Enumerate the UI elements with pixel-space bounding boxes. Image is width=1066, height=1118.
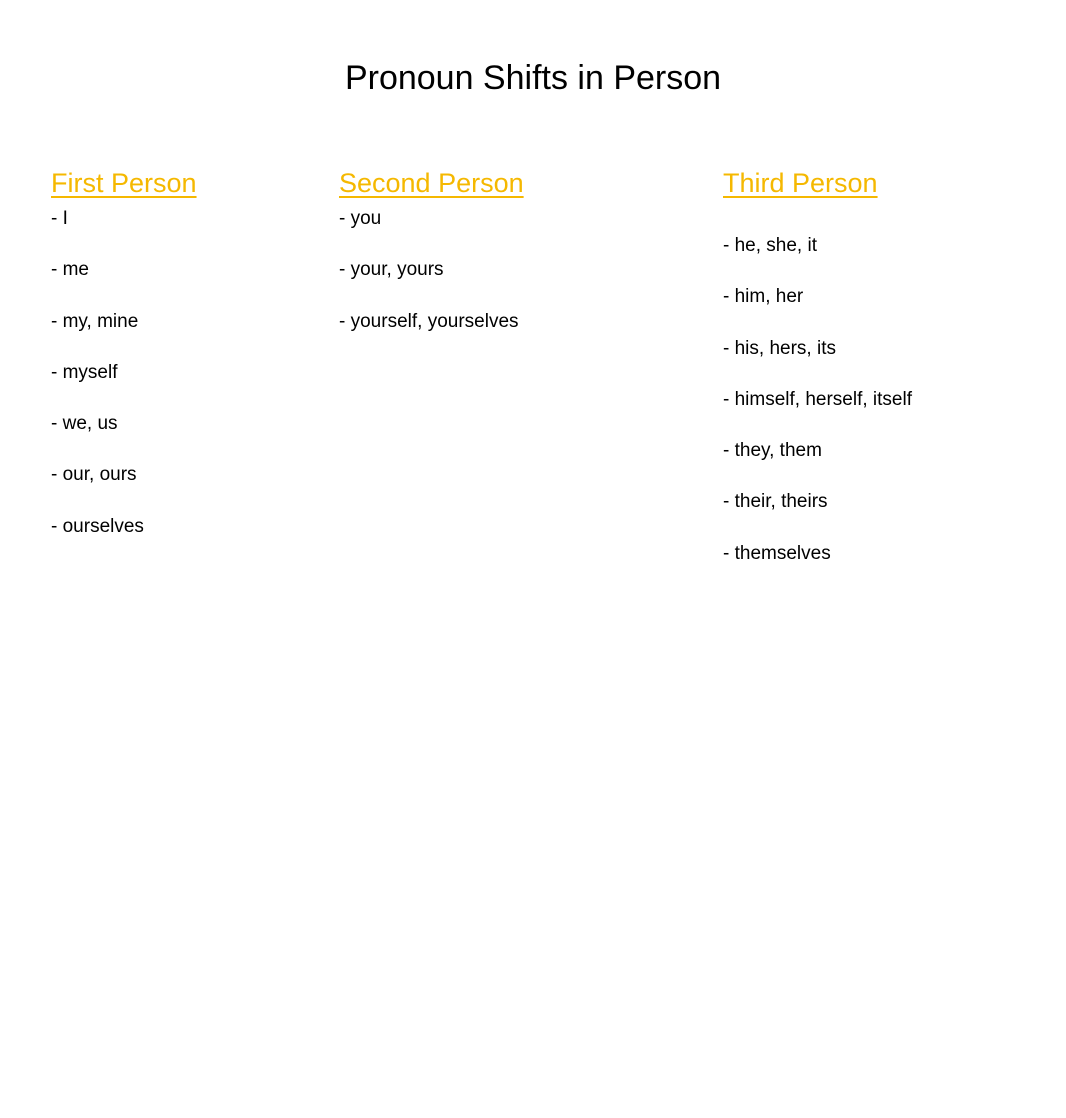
- page-title: Pronoun Shifts in Person: [344, 59, 722, 97]
- list-item: - you: [339, 208, 382, 229]
- list-item: - my, mine: [51, 310, 139, 332]
- list-item: - me: [51, 259, 89, 281]
- list-item: - his, hers, its: [723, 337, 836, 359]
- third-person-heading-link[interactable]: Third Person: [723, 168, 878, 198]
- first-person-column: [51, 165, 321, 564]
- list-item: - myself: [51, 361, 118, 383]
- list-item: - themselves: [723, 542, 831, 564]
- second-person-heading-link[interactable]: Second Person: [339, 168, 524, 198]
- list-item: - our, ours: [51, 464, 137, 486]
- list-item: - himself, herself, itself: [723, 388, 912, 410]
- list-item: - your, yours: [339, 259, 444, 281]
- list-item: - yourself, yourselves: [339, 310, 519, 332]
- third-person-column: [723, 165, 1053, 591]
- list-item: - he, she, it: [723, 235, 817, 256]
- list-item: - their, theirs: [723, 491, 828, 513]
- first-person-list: [51, 205, 321, 541]
- second-person-list: [339, 205, 699, 336]
- list-item: - we, us: [51, 413, 118, 435]
- list-item: - they, them: [723, 440, 822, 462]
- list-item: - him, her: [723, 286, 804, 308]
- first-person-heading-link[interactable]: First Person: [51, 168, 197, 198]
- second-person-column: [339, 165, 699, 359]
- list-item: - ourselves: [51, 515, 144, 537]
- list-item: - I: [51, 208, 68, 229]
- third-person-list: [723, 232, 1053, 568]
